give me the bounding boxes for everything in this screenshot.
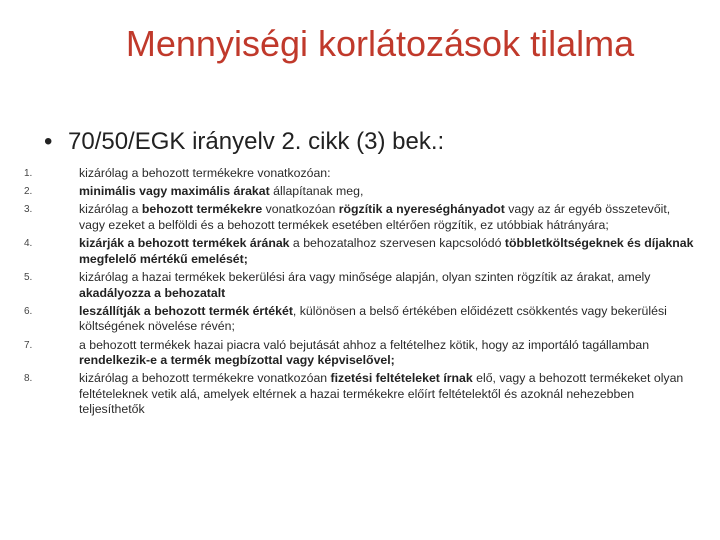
emphasized-text: többletköltségeknek és díjaknak megfelelő mértékű emelését; [79, 236, 694, 266]
list-item-text [79, 184, 696, 200]
list-item [24, 371, 696, 418]
text-run: elő, vagy a behozott termékeket olyan feltételeknek vetik alá, amelyek eltérnek a hazai termékekre előírt feltételektől és azoknál nehezebben teljesíthetők [79, 371, 684, 417]
emphasized-text: kizárják a behozott termékek árának [79, 236, 290, 251]
emphasized-text: leszállítják a behozott termék értékét [79, 303, 293, 318]
text-run: vonatkozóan [262, 202, 339, 217]
text-run: kizárólag a hazai termékek bekerülési ára vagy minősége alapján, olyan szinten rögzítik az árakat, amely [79, 269, 651, 284]
list-item-text [79, 304, 696, 335]
emphasized-text: minimális vagy maximális árakat [79, 184, 270, 199]
emphasized-text: rögzítik a nyereséghányadot [338, 202, 505, 217]
list-item-number: 6. [24, 305, 33, 317]
emphasized-text: rendelkezik-e a termék megbízottal vagy képviselővel; [79, 353, 395, 368]
list-item-number: 4. [24, 238, 33, 250]
list-item [24, 270, 696, 301]
text-run: , különösen a belső értékében előidézett csökkentés vagy bekerülési költségének növelése révén; [79, 303, 667, 334]
list-item-number: 5. [24, 271, 33, 283]
text-run: kizárólag a behozott termékekre vonatkozóan: [79, 166, 331, 180]
main-bullet [44, 126, 444, 158]
list-item-text [79, 270, 696, 301]
list-item [24, 338, 696, 369]
emphasized-text: behozott termékekre [141, 202, 263, 217]
bullet-text: 70/50/EGK irányelv 2. cikk (3) bek.: [68, 128, 445, 155]
list-item [24, 166, 696, 182]
text-run: kizárólag a [79, 202, 142, 217]
emphasized-text: fizetési feltételeket írnak [330, 371, 473, 386]
slide-title: Mennyiségi korlátozások tilalma [125, 23, 635, 64]
list-item-text [79, 236, 696, 267]
text-run: a behozott termékek hazai piacra való bejutását ahhoz a feltételhez kötik, hogy az importáló tagállamban [79, 337, 650, 352]
list-item [24, 184, 696, 200]
list-item-number: 3. [24, 204, 33, 216]
bullet-marker: • [44, 128, 53, 155]
list-item [24, 304, 696, 335]
list-item-text [79, 166, 696, 182]
list-item-number: 7. [24, 339, 33, 351]
numbered-list [24, 166, 696, 421]
text-run: vagy az ár egyéb összetevőit, vagy ezeket a belföldi és a behozott termékek esetében eltérően rögzítik, ez utóbbiak hátrányára; [79, 202, 671, 232]
list-item-text [79, 202, 696, 233]
text-run: a behozatalhoz szervesen kapcsolódó [289, 236, 505, 251]
list-item-text [79, 338, 696, 369]
list-item-number: 8. [24, 373, 33, 385]
list-item-text [79, 371, 696, 418]
list-item [24, 236, 696, 267]
emphasized-text: akadályozza a behozatalt [79, 285, 226, 300]
text-run: kizárólag a behozott termékekre vonatkozóan [79, 371, 331, 386]
text-run: állapítanak meg, [269, 184, 364, 199]
list-item-number: 1. [24, 168, 33, 179]
list-item [24, 202, 696, 233]
list-item-number: 2. [24, 186, 33, 198]
